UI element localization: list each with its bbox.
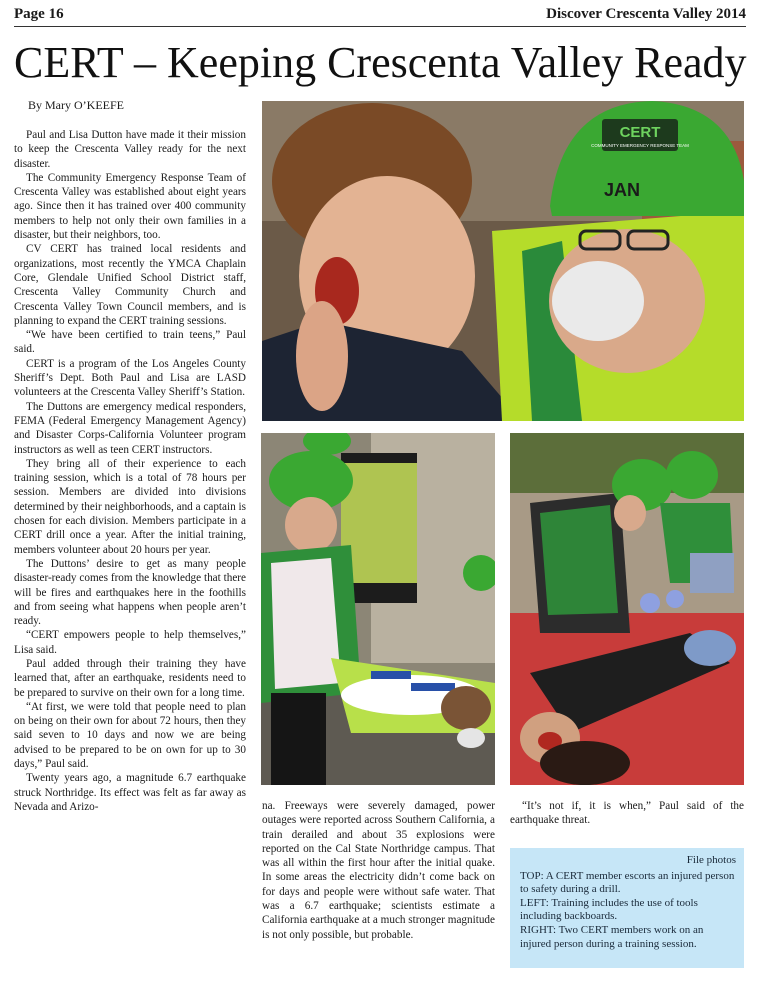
article-column-1 — [14, 128, 246, 814]
paragraph: “It’s not if, it is when,” Paul said of the earthquake threat. — [510, 800, 744, 827]
paragraph: “We have been certified to train teens,” Paul said. — [14, 329, 246, 356]
caption-right: RIGHT: Two CERT members work on an injured person during a training session. — [520, 923, 704, 950]
photo-top — [262, 101, 744, 421]
article-byline: By Mary O’KEEFE — [28, 98, 124, 112]
paragraph: na. Freeways were severely damaged, power outages were reported across Southern California, a train derailed and about 35 explosions were reported on the Cal State Northridge campus. That was all within the first hour after the initial quake. In some areas the electricity didn’t come back on for days and people were without safe water. That was a 6.7 earthquake; scientists estimate a California earthquake at a much stronger magnitude is not only possible, but probable. — [262, 800, 495, 941]
caption-left: LEFT: Training includes the use of tools including backboards. — [520, 896, 698, 923]
photo-right — [510, 433, 744, 785]
page-header — [14, 4, 746, 27]
paragraph: Paul and Lisa Dutton have made it their mission to keep the Crescenta Valley ready for the next disaster. — [14, 129, 246, 170]
photo-credit: File photos — [686, 854, 736, 866]
helmet-name-text: JAN — [603, 180, 641, 200]
helmet-sub-text: COMMUNITY EMERGENCY RESPONSE TEAM — [591, 143, 689, 148]
page-number: Page 16 — [14, 6, 64, 22]
paragraph: The Duttons are emergency medical responders, FEMA (Federal Emergency Management Agency) and Disaster Corps-California Volunteer program instructors as well as teen CERT instructors. — [14, 400, 246, 456]
paragraph: Paul added through their training they have learned that, after an earthquake, residents need to be prepared to survive on their own for a long time. — [14, 657, 246, 699]
helmet-logo-text: CERT — [619, 124, 661, 141]
article-column-3 — [510, 799, 744, 828]
photo-caption-box — [510, 848, 744, 968]
paragraph: “At first, we were told that people need to plan on being on their own for about 72 hours, then they said seven to 10 days and now we are being advised to be prepared to be on own for up to 30 days,” Paul said. — [14, 700, 246, 771]
publication-title: Discover Crescenta Valley 2014 — [546, 6, 746, 22]
paragraph: The Duttons’ desire to get as many people disaster-ready comes from the knowledge that there will be fires and earthquakes here in the foothills and from seeing what happens when people aren’t ready. — [14, 557, 246, 628]
article-column-2 — [262, 799, 495, 942]
caption-top: TOP: A CERT member escorts an injured person to safety during a drill. — [520, 869, 735, 896]
paragraph: Twenty years ago, a magnitude 6.7 earthquake struck Northridge. Its effect was felt as far away as Nevada and Arizo- — [14, 772, 246, 813]
article-headline: CERT – Keeping Crescenta Valley Ready — [14, 38, 747, 87]
paragraph: CV CERT has trained local residents and organizations, most recently the YMCA Chaplain Core, Glendale Unified School District staff, Crescenta Valley Community Church and Crescenta Valley Town Council members, and is planning to expand the CERT training sessions. — [14, 243, 246, 327]
paragraph: They bring all of their experience to each training session, which is a total of 78 hours per session. Members are divided into divisions determined by their neighborhoods, and a captain is chosen for each division. Members participate in a CERT drill once a year. After the initial training, members volunteer about 20 hours per year. — [14, 457, 246, 556]
paragraph: The Community Emergency Response Team of Crescenta Valley was established about eight years ago. Since then it has trained over 400 community members to help not only their own families in a disaster, but their neighbors, too. — [14, 171, 246, 242]
paragraph: CERT is a program of the Los Angeles County Sheriff’s Dept. Both Paul and Lisa are LASD volunteers at the Crescenta Valley Sheriff’s Station. — [14, 357, 246, 399]
photo-left — [261, 433, 495, 785]
paragraph: “CERT empowers people to help themselves,” Lisa said. — [14, 629, 246, 656]
